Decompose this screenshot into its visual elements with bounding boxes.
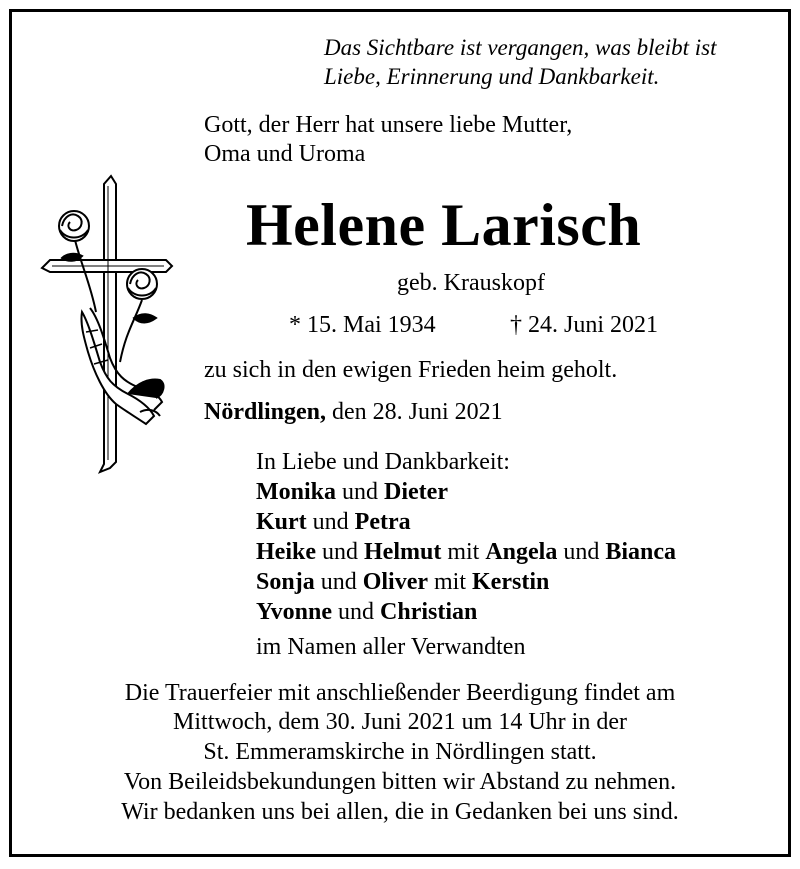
intro-line-1: Gott, der Herr hat unsere liebe Mutter, [204,112,573,138]
funeral-line-1: Die Trauerfeier mit anschließender Beerdigung findet am [124,680,676,706]
deceased-name: Helene Larisch [246,192,642,258]
mourner-line [256,507,676,537]
connector-text: und [557,539,606,565]
place: Nördlingen, [204,399,327,425]
intro-line-2: Oma und Uroma [204,141,366,167]
connector-text: und [306,509,355,535]
mourner-line [256,567,676,597]
mourner-name: Christian [380,599,478,625]
mourner-name: Kerstin [472,569,550,595]
connector-text: und [336,479,385,505]
connector-text: mit [441,539,486,565]
death-date: † 24. Juni 2021 [510,312,659,338]
place-date [204,397,503,427]
birth-name: geb. Krauskopf [397,270,545,296]
mourners-closing: im Namen aller Verwandten [256,634,526,660]
mourner-line [256,537,676,567]
mourner-name: Oliver [362,569,428,595]
mourner-name: Kurt [256,509,307,535]
connector-text: und [316,539,364,565]
peace-line: zu sich in den ewigen Frieden heim geholt. [204,357,618,383]
mourner-name: Sonja [256,569,315,595]
connector-text: mit [428,569,473,595]
mourner-name: Angela [485,539,558,565]
mourner-name: Bianca [605,539,677,565]
cross-with-roses-and-praying-hands-icon [38,172,178,477]
mourner-name: Dieter [384,479,448,505]
funeral-line-3: St. Emmeramskirche in Nördlingen statt. [203,739,597,765]
mourner-name: Monika [256,479,337,505]
funeral-line-4: Von Beileidsbekundungen bitten wir Abstand zu nehmen. [123,769,677,795]
notice-date: den 28. Juni 2021 [326,399,503,425]
connector-text: und [314,569,363,595]
quote-line-1: Das Sichtbare ist vergangen, was bleibt ist [324,35,717,60]
mourner-name: Petra [354,509,411,535]
mourner-name: Helmut [364,539,442,565]
birth-date: * 15. Mai 1934 [289,312,436,338]
funeral-line-2: Mittwoch, dem 30. Juni 2021 um 14 Uhr in der [173,709,627,735]
mourners-heading: In Liebe und Dankbarkeit: [256,449,510,475]
mourner-line [256,597,676,627]
mourner-name: Heike [256,539,316,565]
quote-line-2: Liebe, Erinnerung und Dankbarkeit. [324,64,660,89]
connector-text: und [332,599,381,625]
funeral-line-5: Wir bedanken uns bei allen, die in Gedanken bei uns sind. [121,799,679,825]
mourner-name: Yvonne [256,599,333,625]
mourner-line [256,477,676,507]
mourner-list [256,477,676,627]
